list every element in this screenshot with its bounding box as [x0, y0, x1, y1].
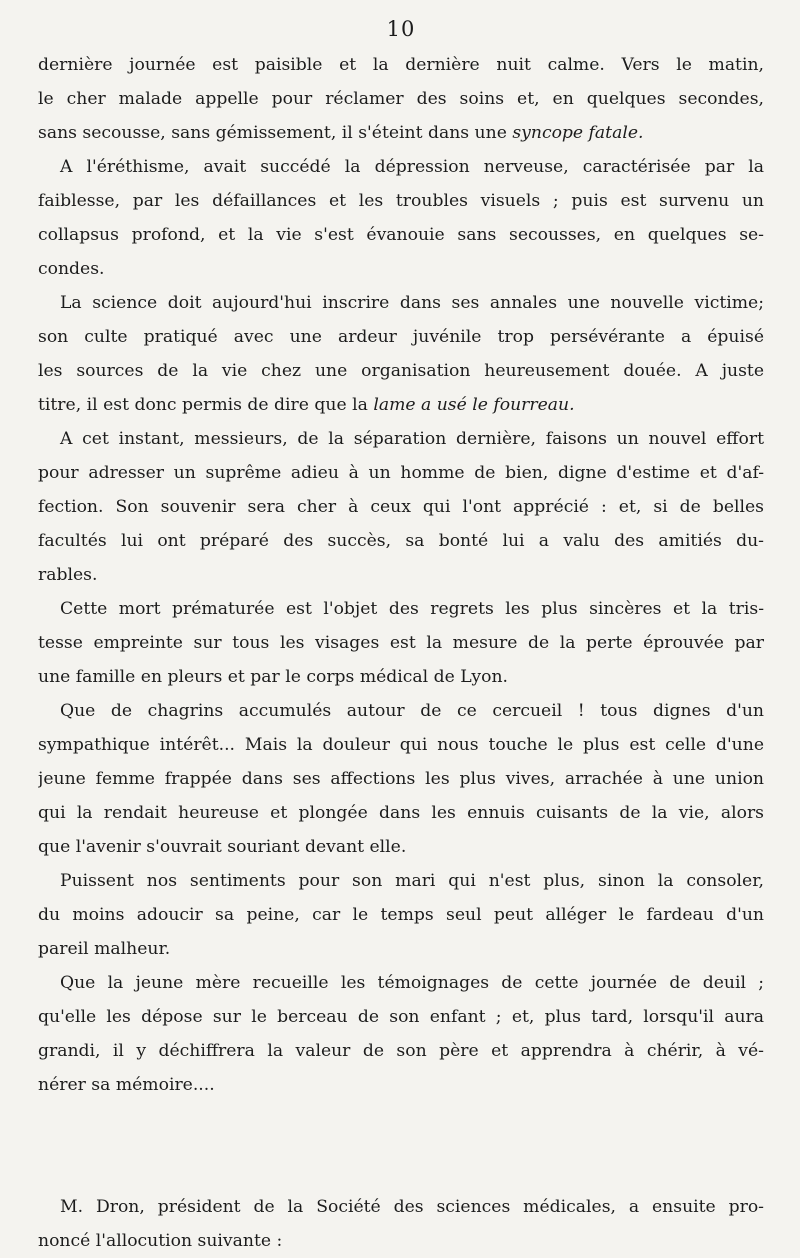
- text-line: une famille en pleurs et par le corps médical de Lyon.: [38, 667, 508, 687]
- text-line: sympathique intérêt... Mais la douleur qui nous touche le plus est celle d'une: [38, 735, 764, 755]
- text-line: collapsus profond, et la vie s'est évanouie sans secousses, en quelques se-: [38, 225, 764, 245]
- text-line: rables.: [38, 565, 98, 585]
- text-line: grandi, il y déchiffrera la valeur de son père et apprendra à chérir, à vé-: [38, 1041, 764, 1061]
- text-line: fection. Son souvenir sera cher à ceux qui l'ont apprécié : et, si de belles: [38, 497, 764, 517]
- text-line-start: titre, il est donc permis de dire que la: [38, 395, 368, 415]
- paragraph-premature-death: [38, 592, 764, 694]
- text-line: le cher malade appelle pour réclamer des soins et, en quelques secondes,: [38, 89, 764, 109]
- text-line: Que de chagrins accumulés autour de ce cercueil ! tous dignes d'un: [60, 701, 764, 721]
- text-line: nérer sa mémoire....: [38, 1075, 215, 1095]
- section-gap: [38, 1102, 764, 1190]
- text-line: tesse empreinte sur tous les visages est la mesure de la perte éprouvée par: [38, 633, 764, 653]
- text-line: faiblesse, par les défaillances et les troubles visuels ; puis est survenu un: [38, 191, 764, 211]
- paragraph-dron-allocution: [38, 1190, 764, 1258]
- text-line: qu'elle les dépose sur le berceau de son enfant ; et, plus tard, lorsqu'il aura: [38, 1007, 764, 1027]
- text-line-start: sans secousse, sans gémissement, il s'éteint dans une: [38, 123, 507, 143]
- paragraph-consolation: [38, 864, 764, 966]
- paragraph-farewell: [38, 422, 764, 592]
- text-line: Que la jeune mère recueille les témoignages de cette journée de deuil ;: [60, 973, 764, 993]
- text-line: [38, 116, 764, 150]
- paragraph-young-mother: [38, 966, 764, 1102]
- text-line: facultés lui ont préparé des succès, sa bonté lui a valu des amitiés du-: [38, 531, 764, 551]
- text-line: A cet instant, messieurs, de la séparation dernière, faisons un nouvel effort: [60, 429, 764, 449]
- text-line: Puissent nos sentiments pour son mari qui n'est plus, sinon la consoler,: [60, 871, 764, 891]
- paragraph-nervous-depression: [38, 150, 764, 286]
- text-line: [38, 388, 764, 422]
- text-line: La science doit aujourd'hui inscrire dans ses annales une nouvelle victime;: [60, 293, 764, 313]
- text-line: pour adresser un suprême adieu à un homme de bien, digne d'estime et d'af-: [38, 463, 764, 483]
- text-line: du moins adoucir sa peine, car le temps seul peut alléger le fardeau d'un: [38, 905, 764, 925]
- paragraph-final-night: [38, 48, 764, 150]
- text-line: noncé l'allocution suivante :: [38, 1231, 283, 1251]
- text-line: que l'avenir s'ouvrait souriant devant elle.: [38, 837, 407, 857]
- text-line: son culte pratiqué avec une ardeur juvénile trop persévérante a épuisé: [38, 327, 764, 347]
- italic-phrase: syncope fatale.: [512, 123, 644, 143]
- text-line: Cette mort prématurée est l'objet des regrets les plus sincères et la tris-: [60, 599, 764, 619]
- page-number: 10: [386, 17, 416, 41]
- text-line: M. Dron, président de la Société des sciences médicales, a ensuite pro-: [60, 1197, 764, 1217]
- text-line: qui la rendait heureuse et plongée dans les ennuis cuisants de la vie, alors: [38, 803, 764, 823]
- text-line: A l'éréthisme, avait succédé la dépression nerveuse, caractérisée par la: [60, 157, 764, 177]
- paragraph-grief: [38, 694, 764, 864]
- italic-phrase: lame a usé le fourreau.: [373, 395, 575, 415]
- text-line: les sources de la vie chez une organisation heureusement douée. A juste: [38, 361, 764, 381]
- text-line: pareil malheur.: [38, 939, 171, 959]
- text-line: dernière journée est paisible et la dernière nuit calme. Vers le matin,: [38, 55, 764, 75]
- paragraph-science-victim: [38, 286, 764, 422]
- text-line: jeune femme frappée dans ses affections les plus vives, arrachée à une union: [38, 769, 764, 789]
- text-line: condes.: [38, 259, 105, 279]
